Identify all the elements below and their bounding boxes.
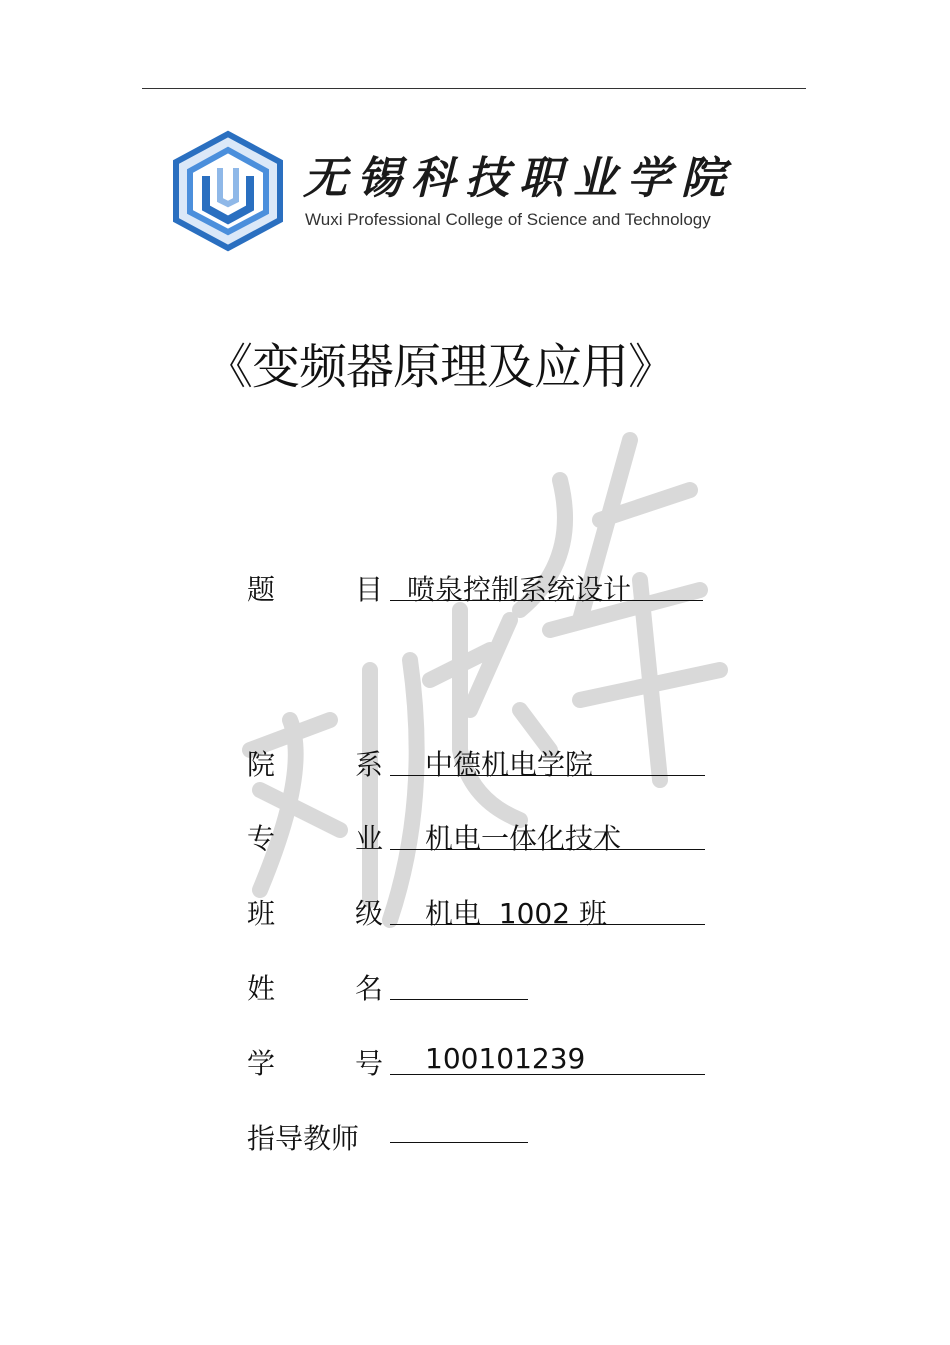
student-id-label-1: 学 [247, 1047, 276, 1080]
signature-watermark [220, 420, 740, 940]
header-rule [142, 88, 806, 89]
class-value: 机电 1002 班 [425, 897, 607, 930]
name-label-1: 姓 [247, 972, 276, 1005]
student-id-field [247, 1042, 707, 1082]
student-id-value: 100101239 [425, 1042, 586, 1075]
topic-label-1: 题 [247, 573, 276, 606]
logo-english-name: Wuxi Professional College of Science and Technology [305, 210, 711, 229]
class-label-1: 班 [247, 897, 276, 930]
department-label-2: 系 [355, 748, 384, 781]
topic-field [247, 568, 707, 608]
major-label-2: 业 [355, 822, 384, 855]
topic-label-2: 目 [355, 573, 384, 606]
major-field [247, 817, 707, 857]
college-logo [168, 128, 778, 255]
major-value: 机电一体化技术 [425, 822, 622, 855]
logo-chinese-name: 无锡科技职业学院 [303, 153, 735, 204]
department-label-1: 院 [247, 748, 276, 781]
document-title: 《变频器原理及应用》 [205, 339, 676, 395]
name-label-2: 名 [355, 972, 384, 1005]
department-value: 中德机电学院 [425, 748, 594, 781]
college-emblem-icon [168, 128, 288, 255]
student-id-label-2: 号 [355, 1047, 384, 1080]
advisor-label: 指导教师 [247, 1122, 360, 1155]
department-field [247, 743, 707, 783]
advisor-underline [390, 1142, 528, 1143]
topic-value: 喷泉控制系统设计 [407, 573, 632, 606]
class-label-2: 级 [355, 897, 384, 930]
name-underline [390, 999, 528, 1000]
class-field [247, 892, 707, 932]
name-field [247, 967, 547, 1007]
major-label-1: 专 [247, 822, 276, 855]
